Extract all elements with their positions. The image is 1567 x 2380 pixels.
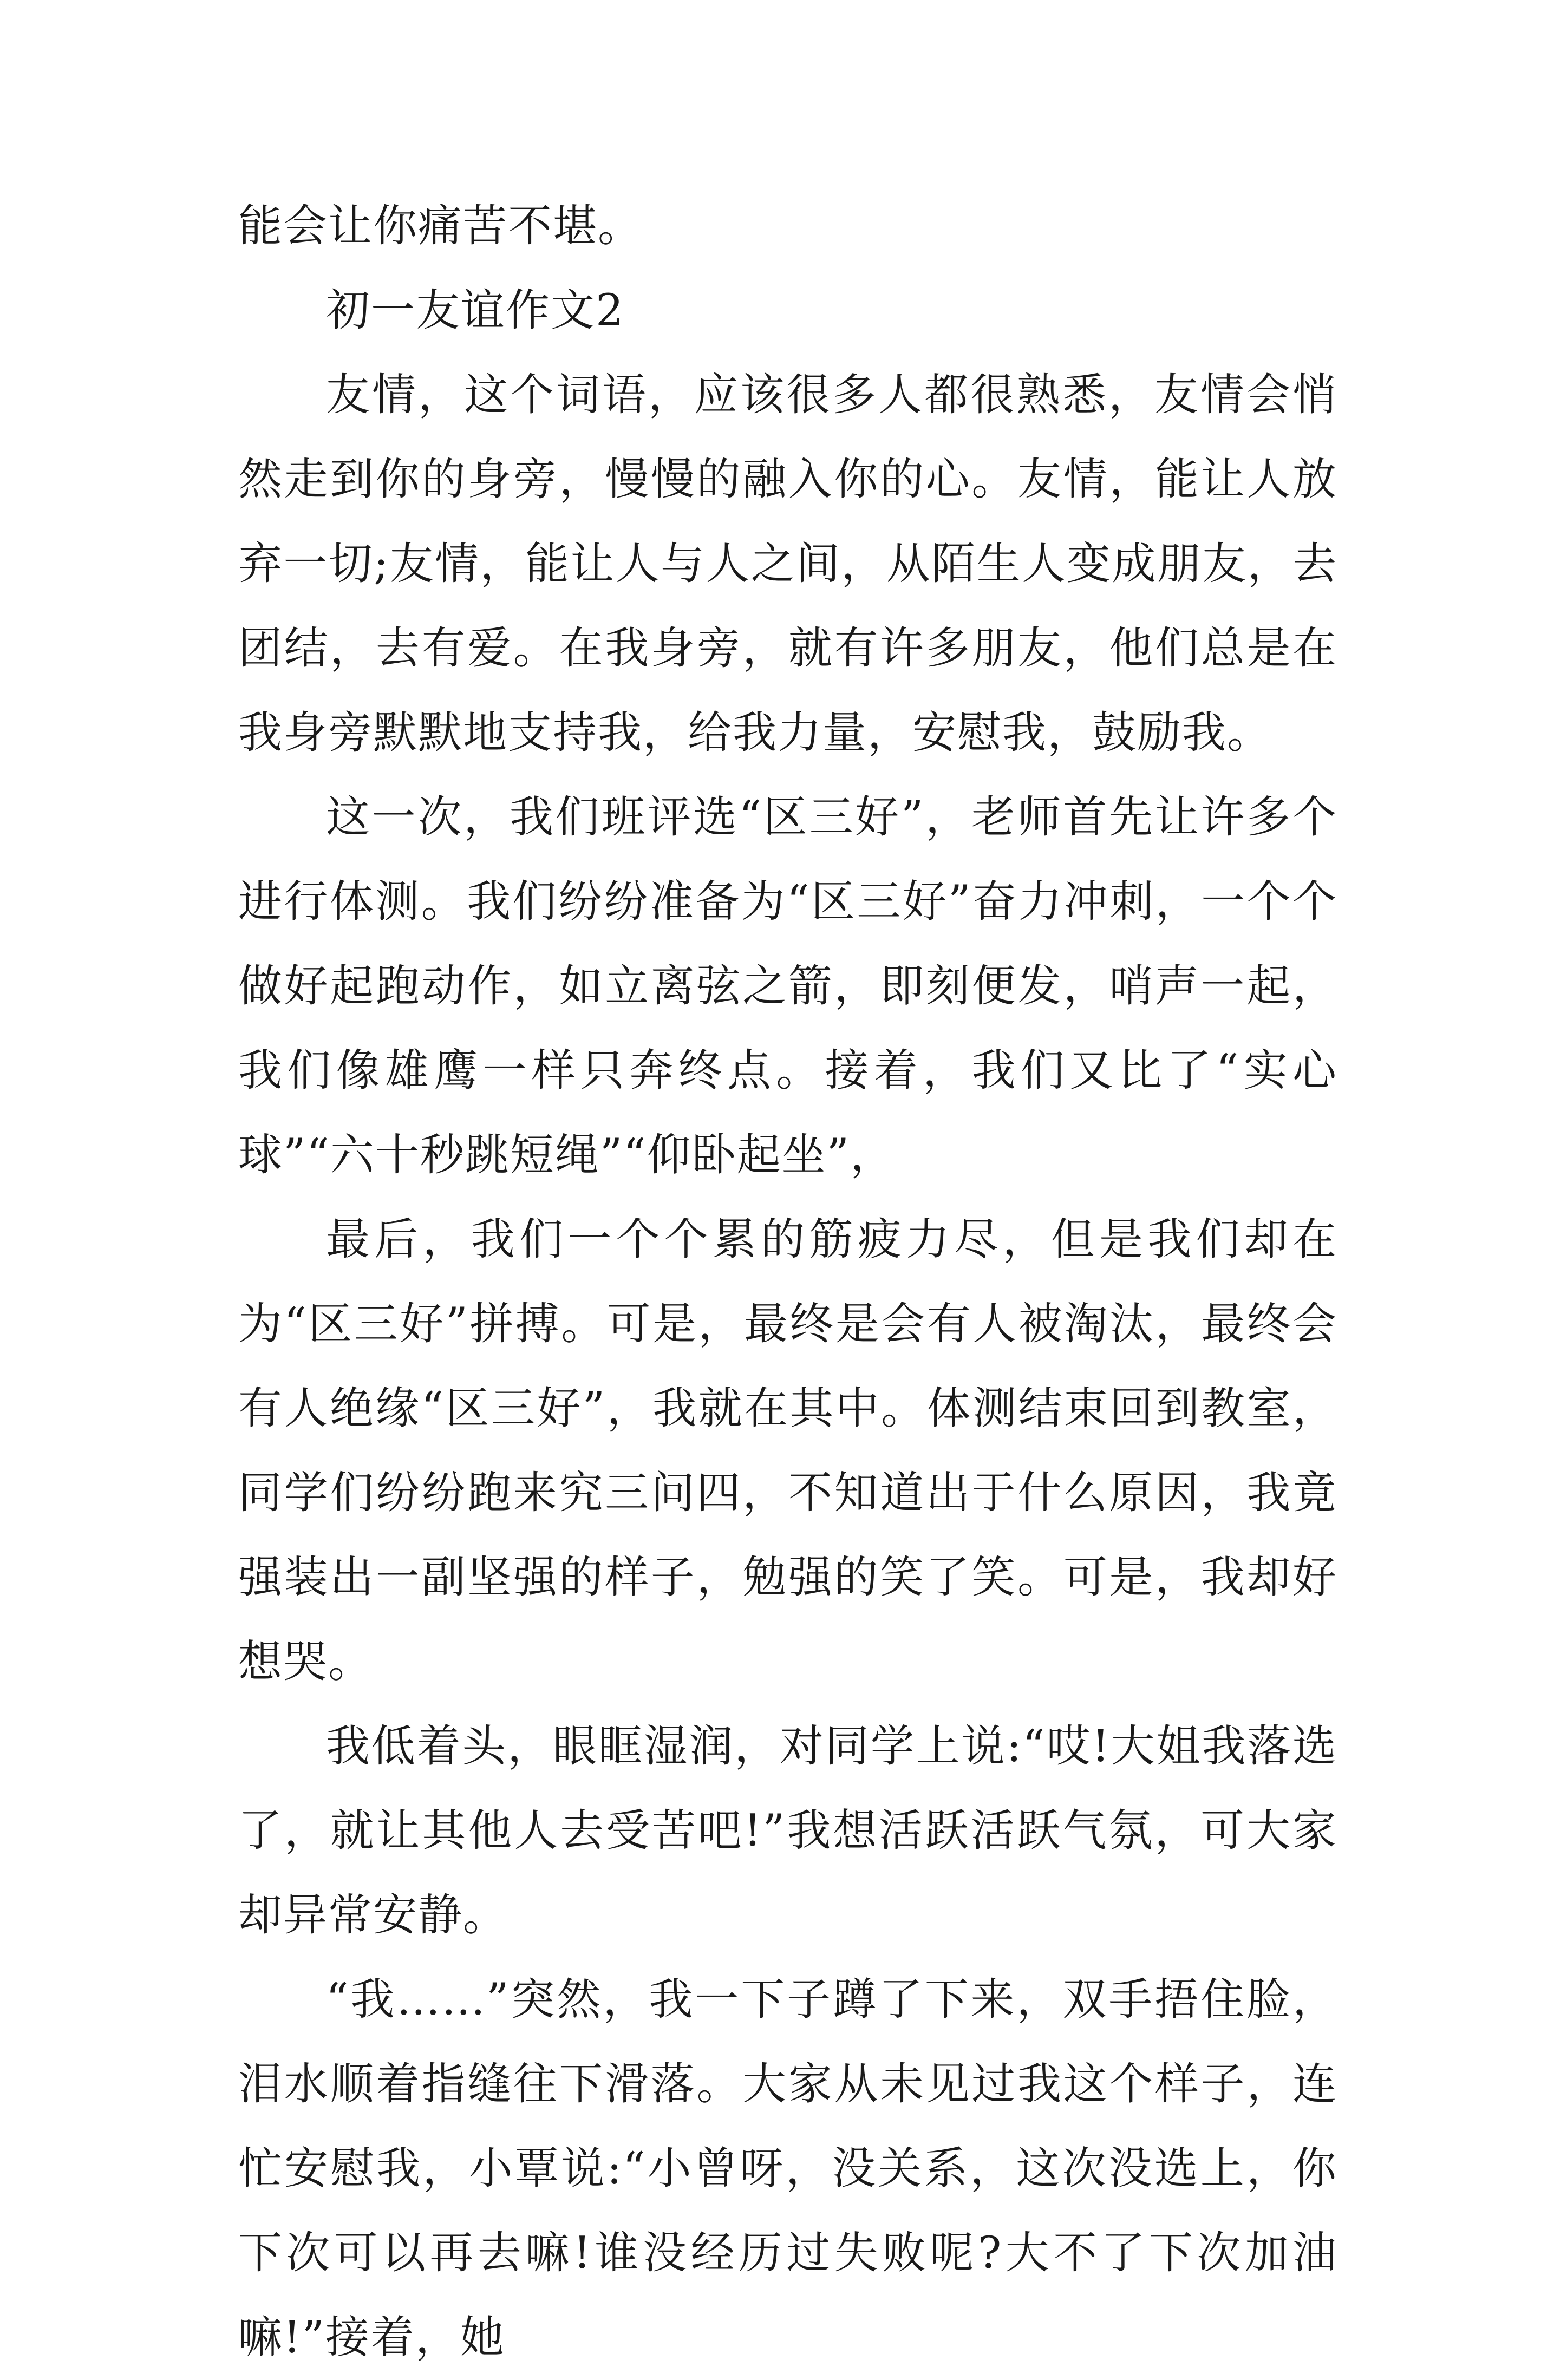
paragraph-eliminated: 最后，我们一个个累的筋疲力尽，但是我们却在为“区三好”拼搏。可是，最终是会有人被淘汰，最终会有人绝缘“区三好”，我就在其中。体测结束回到教室，同学们纷纷跑来究三问四，不知道出于什么原因，我竟强装出一副坚强的样子，勉强的笑了笑。可是，我却好想哭。 <box>238 1214 1337 1688</box>
paragraph-low-head: 我低着头，眼眶湿润，对同学上说:“哎!大姐我落选了，就让其他人去受苦吧!”我想活跃活跃气氛，可大家却异常安静。 <box>238 1721 1337 1941</box>
essay-title: 初一友谊作文2 <box>326 285 625 336</box>
paragraph-selection-test: 这一次，我们班评选“区三好”，老师首先让许多个进行体测。我们纷纷准备为“区三好”奋力冲刺，一个个做好起跑动作，如立离弦之箭，即刻便发，哨声一起，我们像雄鹰一样只奔终点。接着，我们又比了“实心球”“六十秒跳短绳”“仰卧起坐”， <box>238 792 1337 1181</box>
paragraph-continuation: 能会让你痛苦不堪。 <box>238 201 643 252</box>
document-body <box>238 184 1337 2380</box>
paragraph-friendship-intro: 友情，这个词语，应该很多人都很熟悉，友情会悄然走到你的身旁，慢慢的融入你的心。友情，能让人放弃一切;友情，能让人与人之间，从陌生人变成朋友，去团结，去有爱。在我身旁，就有许多朋友，他们总是在我身旁默默地支持我，给我力量，安慰我，鼓励我。 <box>238 370 1337 759</box>
paragraph-crying: “我……”突然，我一下子蹲了下来，双手捂住脸，泪水顺着指缝往下滑落。大家从未见过我这个样子，连忙安慰我，小覃说:“小曾呀，没关系，这次没选上，你下次可以再去嘛!谁没经历过失败呢?大不了下次加油嘛!”接着，她 <box>238 1974 1337 2363</box>
